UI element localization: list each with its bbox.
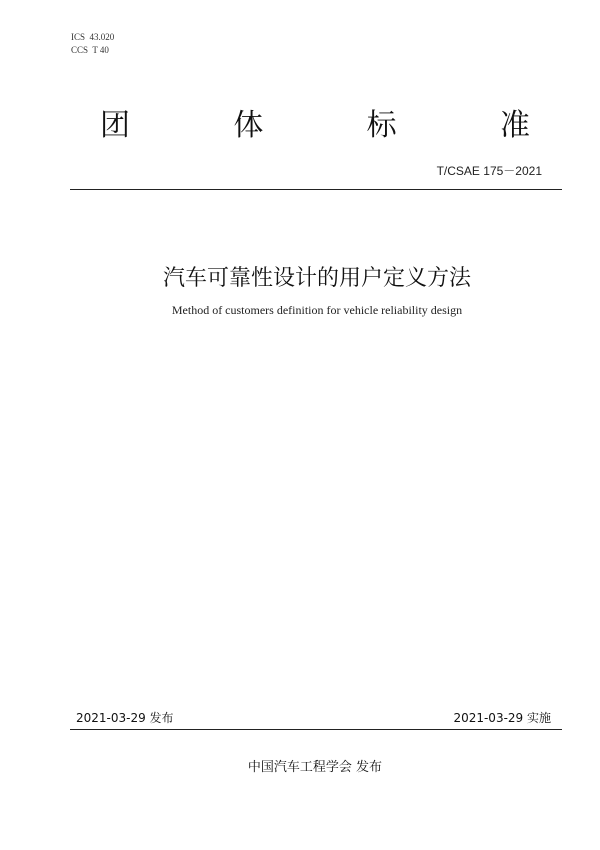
document-title-english: Method of customers definition for vehicle reliability design [171,303,463,317]
top-divider [70,189,562,190]
classification-codes [71,31,114,57]
ics-code: ICS 43.020 [71,32,115,42]
issue-date: 2021-03-29 发布 [76,711,174,725]
publisher: 中国汽车工程学会 发布 [247,760,383,775]
standard-type-char-4: 准 [499,108,530,143]
standard-type-char-3: 标 [366,108,397,143]
standard-number: T/CSAE 175－2021 [436,164,542,178]
bottom-divider [70,729,562,730]
document-title-chinese: 汽车可靠性设计的用户定义方法 [162,266,471,291]
standard-type-char-2: 体 [233,108,264,143]
ccs-code: CCS T 40 [71,45,109,55]
standard-type-heading [100,106,530,146]
implementation-date: 2021-03-29 实施 [453,711,551,725]
standard-type-char-1: 团 [100,108,130,143]
